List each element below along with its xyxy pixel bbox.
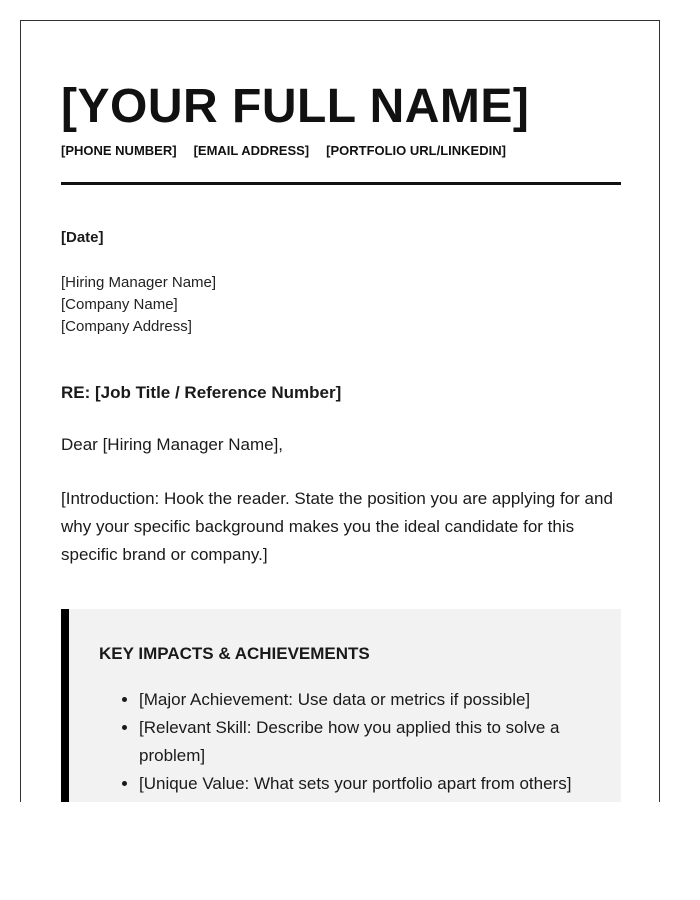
achievement-item: • [Relevant Skill: Describe how you applied this to solve a problem] [139,714,589,770]
recipient-company-name: [Company Name] [61,296,178,313]
achievement-item: • [Unique Value: What sets your portfolio apart from others] [139,770,589,798]
introduction-paragraph: [Introduction: Hook the reader. State the position you are applying for and why your specific background makes you the ideal candidate for this specific brand or company.] [61,489,613,564]
recipient-block [61,272,216,338]
document-page [20,20,660,802]
phone-number: [PHONE NUMBER] [61,143,177,158]
achievement-item: • [Major Achievement: Use data or metrics if possible] [139,686,589,714]
email-address: [EMAIL ADDRESS] [193,143,310,158]
subject-line: RE: [Job Title / Reference Number] [61,383,342,402]
achievements-callout [61,609,621,802]
callout-title: KEY IMPACTS & ACHIEVEMENTS [99,644,370,663]
header-divider [61,182,621,185]
recipient-company-address: [Company Address] [61,318,192,335]
portfolio-link: [PORTFOLIO URL/LINKEDIN] [326,143,506,158]
full-name-heading: [YOUR FULL NAME] [61,80,530,133]
recipient-hiring-manager: [Hiring Manager Name] [61,274,217,291]
salutation: Dear [Hiring Manager Name], [61,435,284,454]
letter-date: [Date] [61,229,104,246]
achievements-list [99,686,589,798]
contact-line [61,143,523,159]
